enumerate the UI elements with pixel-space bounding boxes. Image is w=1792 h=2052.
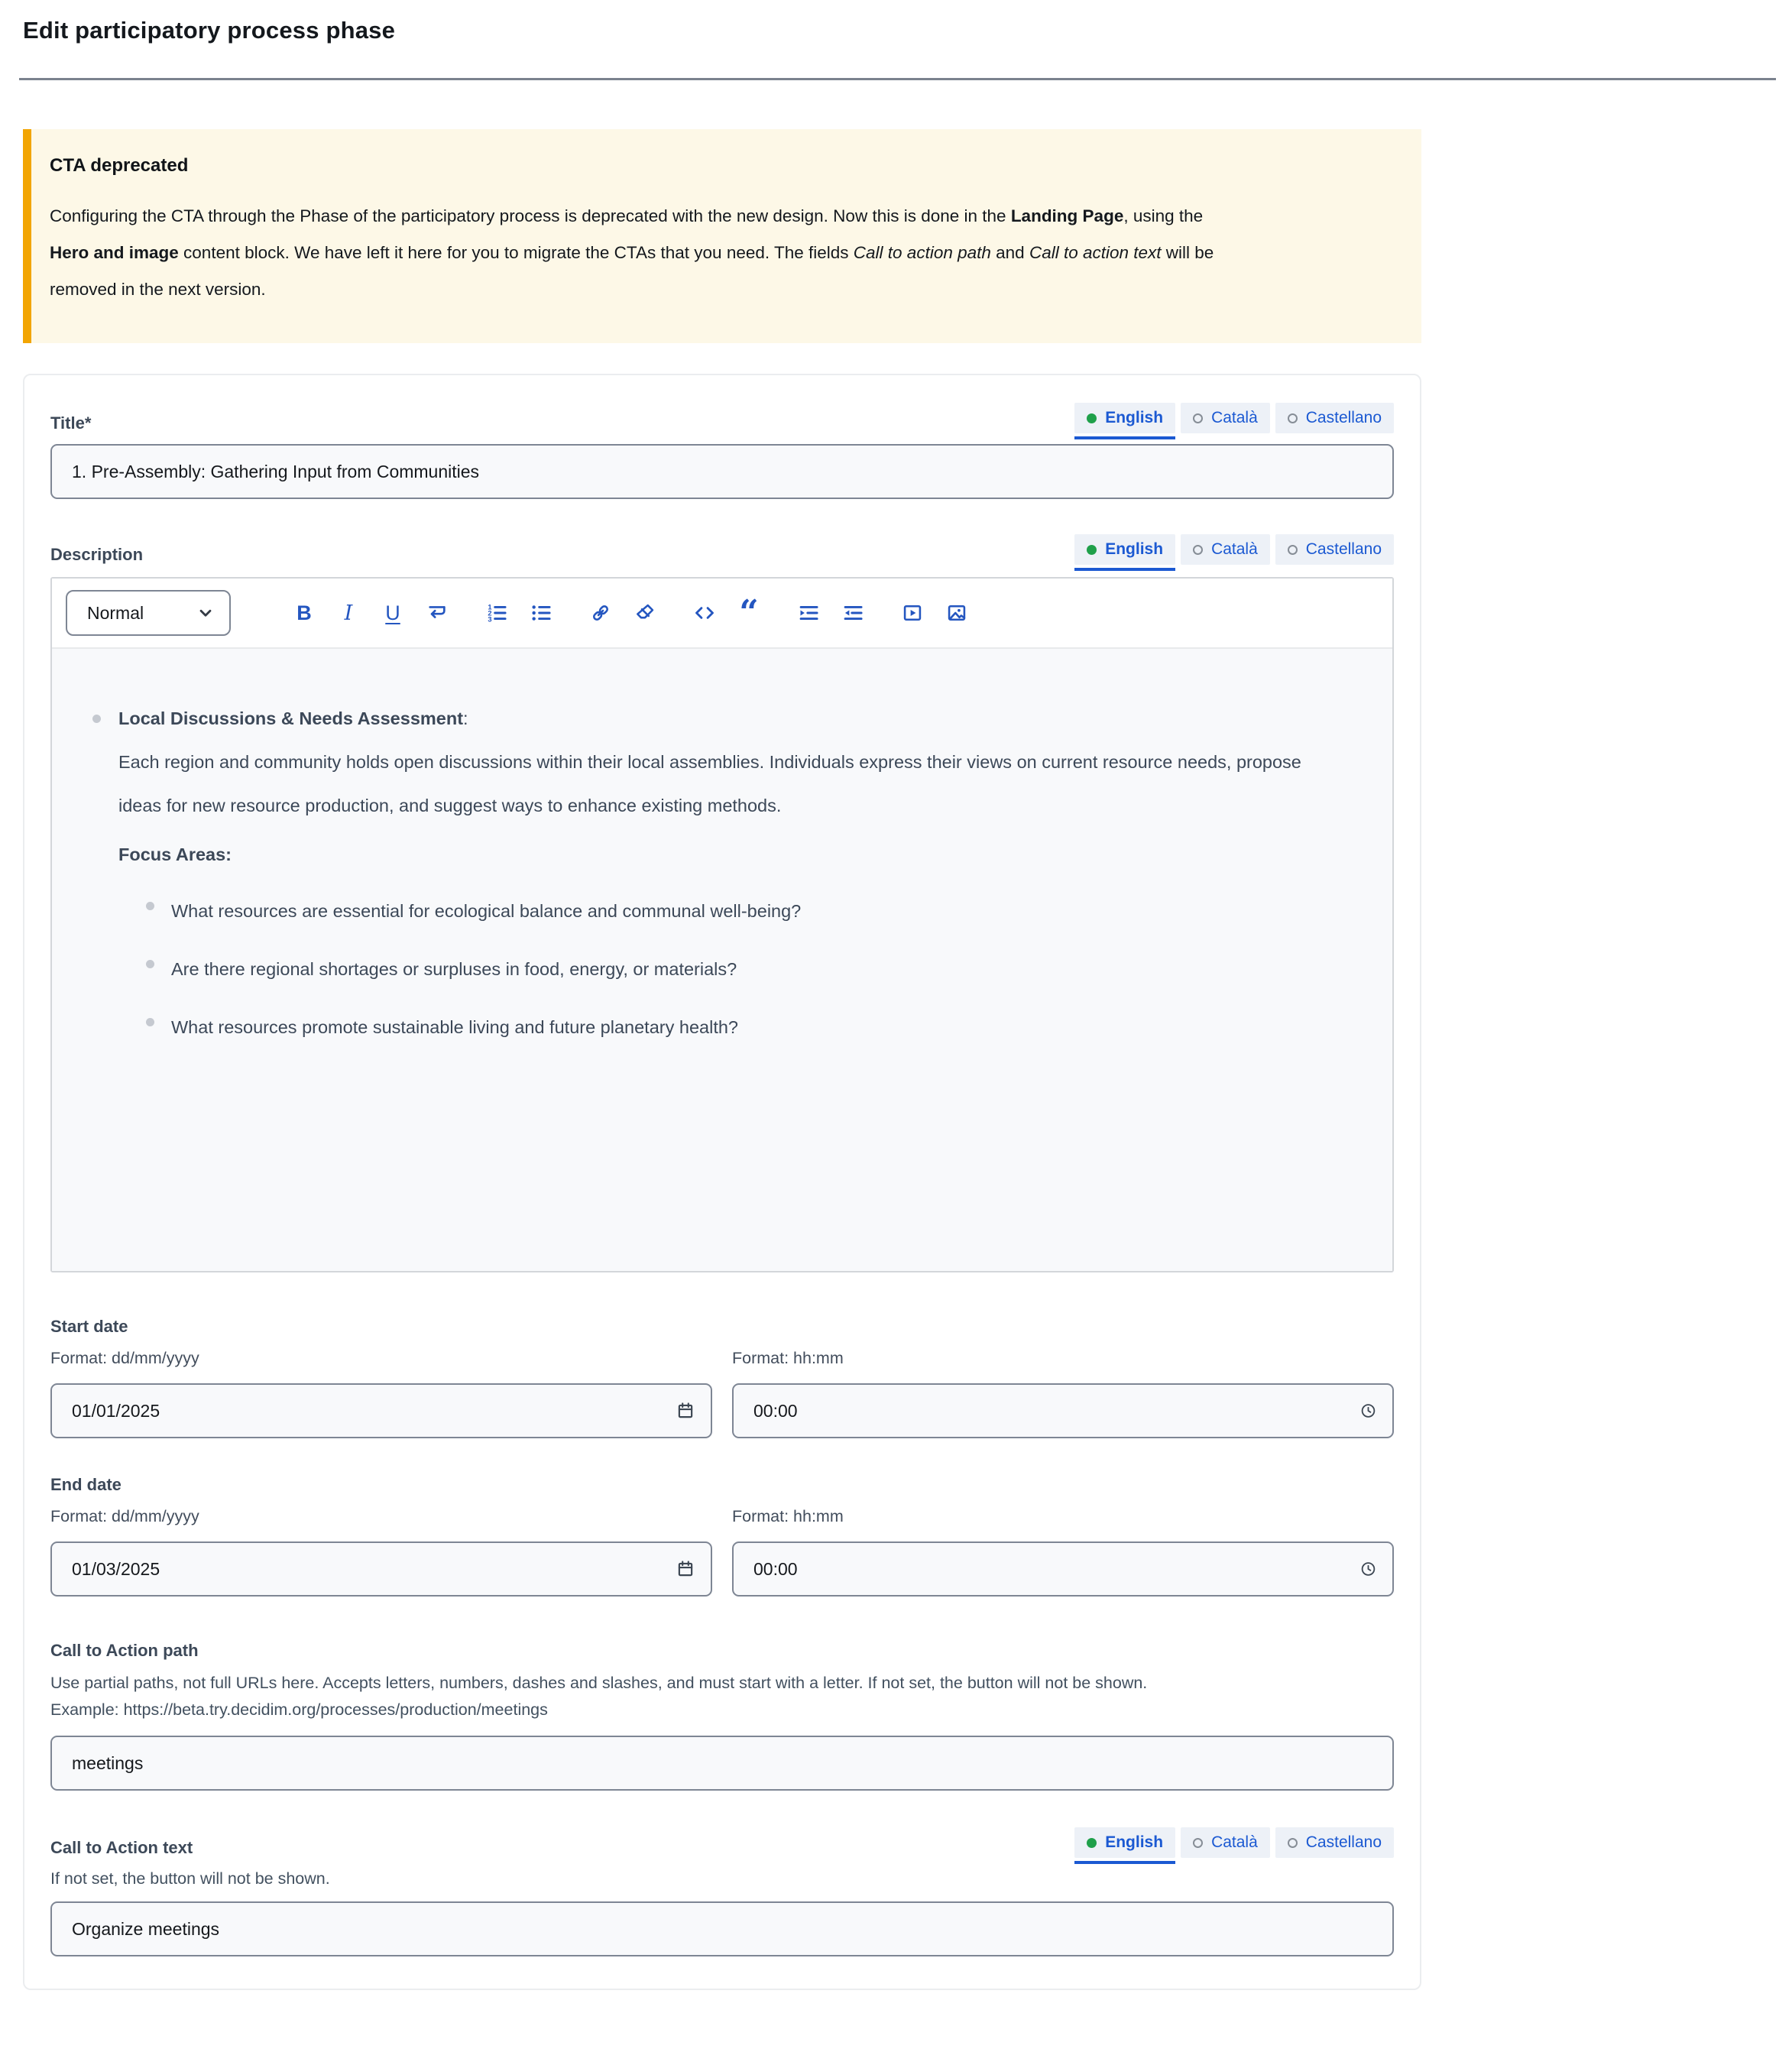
description-label: Description — [50, 545, 144, 564]
language-tab-english[interactable] — [1074, 534, 1175, 565]
language-tab-castellano[interactable] — [1275, 403, 1394, 433]
rich-text-editor — [50, 577, 1394, 1272]
active-language-dot-icon — [1087, 545, 1097, 555]
active-language-dot-icon — [1087, 413, 1097, 423]
language-tab-label: Català — [1211, 540, 1258, 558]
start-date-label: Start date — [50, 1317, 128, 1336]
end-time-input[interactable] — [732, 1541, 1394, 1597]
inactive-language-dot-icon — [1288, 545, 1298, 555]
end-date-label: End date — [50, 1475, 122, 1494]
language-tab-label: Castellano — [1305, 1833, 1382, 1851]
code-icon[interactable] — [694, 602, 715, 624]
italic-icon[interactable]: I — [338, 602, 359, 624]
cta-text-label: Call to Action text — [50, 1838, 193, 1857]
language-tab-label: Castellano — [1305, 409, 1382, 426]
language-tab-label: English — [1105, 540, 1164, 558]
page-title: Edit participatory process phase — [23, 17, 396, 44]
calendar-icon[interactable] — [676, 1559, 695, 1579]
language-tab-label: English — [1105, 409, 1164, 426]
svg-text:2: 2 — [488, 609, 492, 618]
image-icon[interactable] — [946, 602, 967, 624]
bullet-icon — [146, 902, 154, 910]
language-tab-catala[interactable] — [1181, 1827, 1270, 1858]
paragraph-style-value: Normal — [87, 602, 144, 623]
bold-icon[interactable]: B — [293, 602, 315, 624]
inactive-language-dot-icon — [1193, 413, 1203, 423]
bullet-icon — [146, 1018, 154, 1026]
end-date-input[interactable] — [50, 1541, 712, 1597]
cta-deprecated-callout — [23, 129, 1421, 343]
time-format-hint: Format: hh:mm — [732, 1507, 844, 1525]
bullet-icon — [92, 715, 101, 723]
clock-icon[interactable] — [1359, 1402, 1377, 1420]
start-time-input[interactable] — [732, 1383, 1394, 1438]
title-label: Title* — [50, 413, 92, 433]
title-input[interactable] — [50, 444, 1394, 499]
calendar-icon[interactable] — [676, 1401, 695, 1421]
cta-path-input[interactable] — [50, 1736, 1394, 1791]
language-tab-castellano[interactable] — [1275, 1827, 1394, 1858]
language-tab-castellano[interactable] — [1275, 534, 1394, 565]
clear-format-icon[interactable] — [634, 602, 656, 624]
svg-text:1: 1 — [488, 603, 492, 611]
language-tab-label: Català — [1211, 1833, 1258, 1851]
language-tab-label: English — [1105, 1833, 1164, 1851]
inactive-language-dot-icon — [1193, 545, 1203, 555]
inactive-language-dot-icon — [1193, 1838, 1203, 1848]
title-language-selector — [1074, 403, 1394, 433]
cta-text-help: If not set, the button will not be shown. — [50, 1869, 330, 1888]
active-language-dot-icon — [1087, 1838, 1097, 1848]
inactive-language-dot-icon — [1288, 413, 1298, 423]
blockquote-icon[interactable]: “ — [739, 593, 759, 632]
outdent-icon[interactable] — [842, 602, 864, 624]
callout-title: CTA deprecated — [50, 155, 189, 176]
svg-text:3: 3 — [488, 615, 492, 624]
video-icon[interactable] — [902, 602, 923, 624]
list-item: Are there regional shortages or surpluses in food, energy, or materials? — [146, 952, 1354, 986]
divider — [19, 78, 1776, 80]
date-format-hint: Format: dd/mm/yyyy — [50, 1507, 199, 1525]
inactive-language-dot-icon — [1288, 1838, 1298, 1848]
language-tab-label: Català — [1211, 409, 1258, 426]
description-language-selector — [1074, 534, 1394, 565]
ordered-list-icon[interactable] — [486, 602, 507, 624]
content-column — [23, 129, 1421, 1990]
language-tab-english[interactable] — [1074, 403, 1175, 433]
phase-form-card — [23, 374, 1421, 1990]
cta-text-input[interactable] — [50, 1901, 1394, 1956]
cta-text-language-selector — [1074, 1827, 1394, 1858]
underline-icon[interactable]: U — [382, 602, 403, 624]
list-item: Local Discussions & Needs Assessment: Each region and community holds open discussions within their local assemblies. Individuals express their views on current resource needs, propose ideas for new resource production, and suggest ways to enhance existing methods. Focus Areas: What resources are essential for ecological balance and communal well-being? Are there regional shortages or surpluses in food, energy, or materials? What resources promote sustainable living and future planetary health? — [90, 705, 1354, 1068]
list-item: What resources are essential for ecological balance and communal well-being? — [146, 894, 1354, 928]
chevron-down-icon — [196, 603, 215, 623]
start-date-input[interactable] — [50, 1383, 712, 1438]
cta-path-help: Use partial paths, not full URLs here. Accepts letters, numbers, dashes and slashes, and must start with a letter. If not set, the button will not be shown. Example: https://beta.try.decidim.org/processes/production/meetings — [50, 1674, 1148, 1719]
editor-toolbar — [52, 579, 1392, 649]
language-tab-catala[interactable] — [1181, 403, 1270, 433]
language-tab-label: Castellano — [1305, 540, 1382, 558]
clock-icon[interactable] — [1359, 1561, 1377, 1578]
cta-path-label: Call to Action path — [50, 1641, 199, 1660]
bullet-list-icon[interactable] — [530, 602, 552, 624]
bullet-icon — [146, 960, 154, 968]
indent-icon[interactable] — [798, 602, 819, 624]
date-format-hint: Format: dd/mm/yyyy — [50, 1349, 199, 1367]
link-icon[interactable] — [590, 602, 611, 624]
language-tab-english[interactable] — [1074, 1827, 1175, 1858]
list-item: What resources promote sustainable living and future planetary health? — [146, 1010, 1354, 1044]
line-break-icon[interactable] — [426, 602, 448, 624]
callout-body: Configuring the CTA through the Phase of the participatory process is deprecated with the new design. Now this is done in the Landing Page, using the Hero and image content block. We have left it here for you to migrate the CTAs that you need. The fields Call to action path and Call to action text will be removed in the next version. — [50, 206, 1214, 299]
description-editor-content[interactable] — [52, 649, 1392, 1271]
time-format-hint: Format: hh:mm — [732, 1349, 844, 1367]
language-tab-catala[interactable] — [1181, 534, 1270, 565]
paragraph-style-select[interactable] — [66, 590, 231, 636]
